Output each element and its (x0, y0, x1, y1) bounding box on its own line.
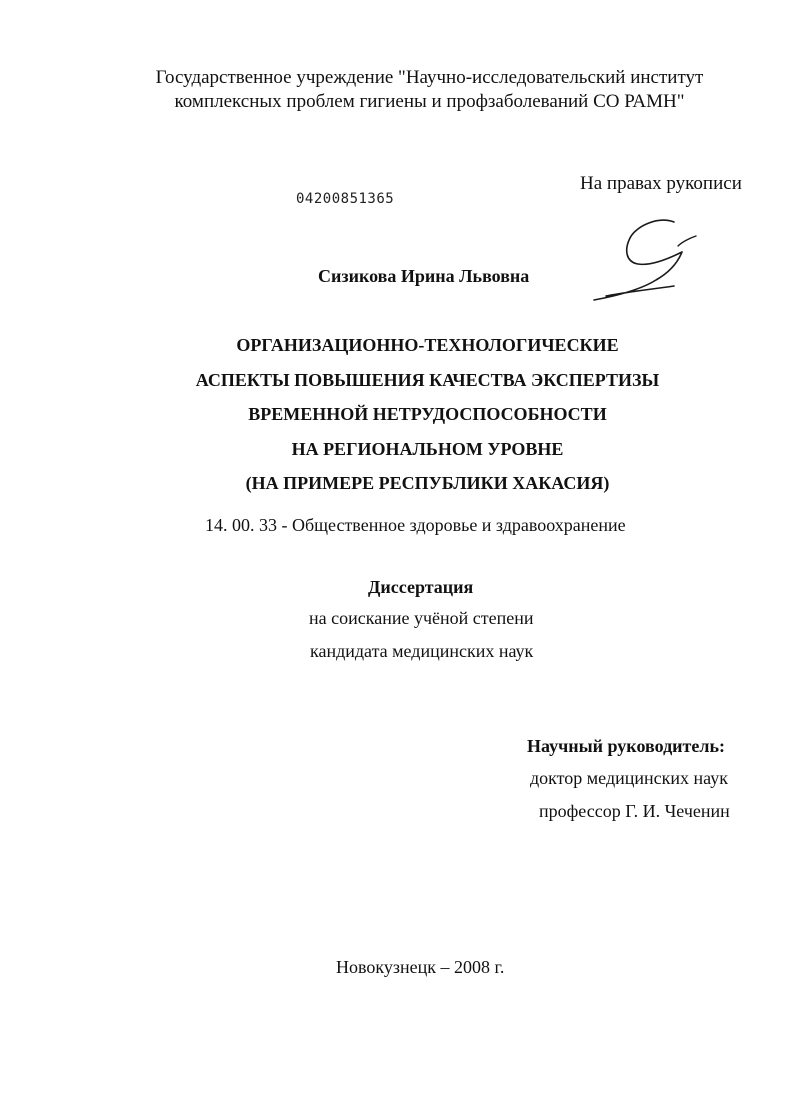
institution-line-1: Государственное учреждение "Научно-исследовательский институт (155, 67, 704, 88)
institution-header (30, 66, 799, 114)
degree-line-2: кандидата медицинских наук (310, 641, 534, 661)
institution-line-2: комплексных проблем гигиены и профзаболеваний СО РАМН" (174, 91, 685, 112)
title-line: ОРГАНИЗАЦИОННО-ТЕХНОЛОГИЧЕСКИЕ (236, 335, 619, 355)
supervisor-degree: доктор медицинских наук (530, 768, 728, 788)
author-name: Сизикова Ирина Львовна (318, 266, 530, 286)
supervisor-label: Научный руководитель: (527, 736, 725, 756)
title-line: (НА ПРИМЕРЕ РЕСПУБЛИКИ ХАКАСИЯ) (245, 473, 610, 493)
title-line: НА РЕГИОНАЛЬНОМ УРОВНЕ (291, 438, 564, 459)
title-line: АСПЕКТЫ ПОВЫШЕНИЯ КАЧЕСТВА ЭКСПЕРТИЗЫ (195, 369, 660, 390)
supervisor-name: профессор Г. И. Чеченин (539, 801, 730, 821)
place-and-year: Новокузнецк – 2008 г. (336, 957, 505, 977)
serial-number: 04200851365 (296, 191, 395, 207)
degree-line-1: на соискание учёной степени (309, 608, 534, 628)
signature-image (586, 212, 706, 304)
title-line: ВРЕМЕННОЙ НЕТРУДОСПОСОБНОСТИ (248, 404, 607, 424)
specialty-code: 14. 00. 33 - Общественное здоровье и здравоохранение (205, 515, 626, 535)
manuscript-rights-notice: На правах рукописи (580, 173, 742, 194)
dissertation-title (28, 328, 799, 501)
work-type-label: Диссертация (368, 577, 474, 597)
